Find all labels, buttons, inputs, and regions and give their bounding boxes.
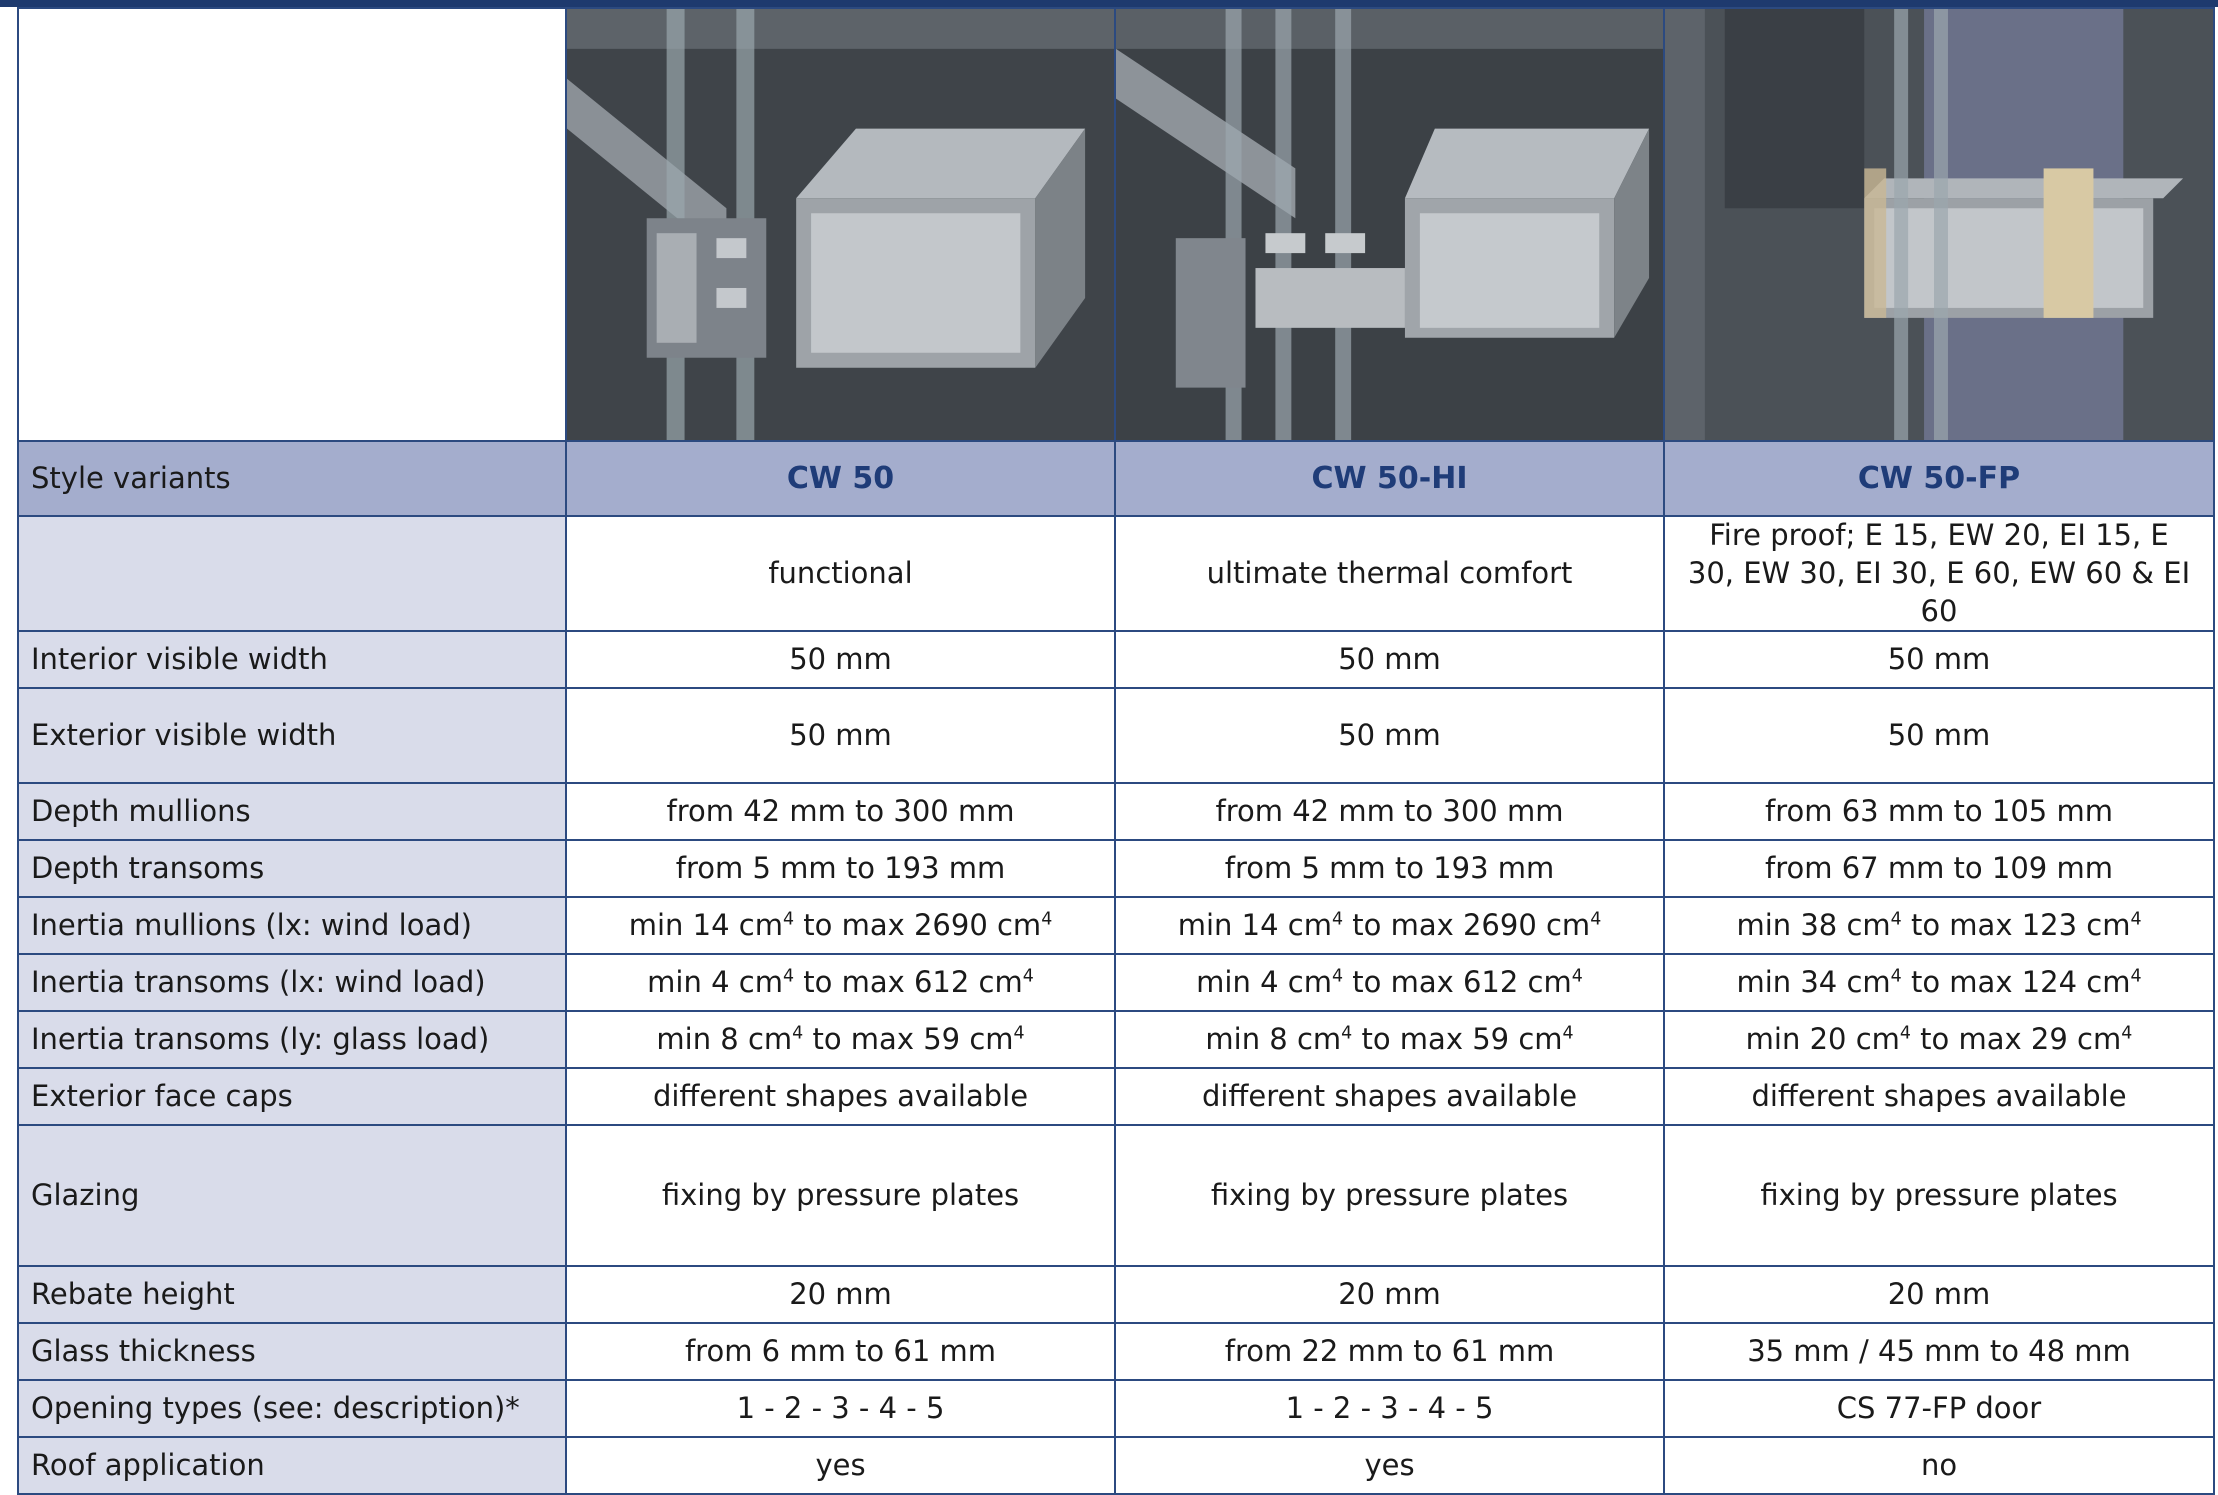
- value-text: min 14 cm: [1177, 908, 1332, 943]
- value-text: min 4 cm: [1196, 965, 1332, 1000]
- superscript: 4: [1571, 966, 1583, 987]
- row-label: Roof application: [18, 1437, 566, 1494]
- row-value: fixing by pressure plates: [1664, 1125, 2214, 1266]
- superscript: 4: [1041, 909, 1053, 930]
- empty-corner-cell: [18, 8, 566, 441]
- superscript: 4: [2121, 1023, 2133, 1044]
- row-value: 50 mm: [566, 688, 1115, 783]
- row-label: Glass thickness: [18, 1323, 566, 1380]
- value-text: to max 124 cm: [1901, 965, 2131, 1000]
- superscript: 4: [1013, 1023, 1025, 1044]
- spec-table: [17, 7, 2215, 1495]
- row-value: yes: [1115, 1437, 1664, 1494]
- profile-cross-section-icon: [567, 9, 1114, 440]
- table-row: [18, 1380, 2214, 1437]
- row-value: 20 mm: [1115, 1266, 1664, 1323]
- row-value: 35 mm / 45 mm to 48 mm: [1664, 1323, 2214, 1380]
- superscript: 4: [782, 909, 795, 930]
- value-text: to max 123 cm: [1901, 908, 2131, 943]
- row-value: CS 77-FP door: [1664, 1380, 2214, 1437]
- row-value: fixing by pressure plates: [1115, 1125, 1664, 1266]
- superscript: 4: [1341, 1023, 1353, 1044]
- row-value: [1664, 1011, 2214, 1068]
- table-row: [18, 1125, 2214, 1266]
- table-row: [18, 688, 2214, 783]
- table-row: [18, 954, 2214, 1011]
- row-label: Rebate height: [18, 1266, 566, 1323]
- row-value: [1664, 897, 2214, 954]
- row-value: from 5 mm to 193 mm: [1115, 840, 1664, 897]
- superscript: 4: [1331, 909, 1344, 930]
- table-row: [18, 631, 2214, 688]
- row-value: from 63 mm to 105 mm: [1664, 783, 2214, 840]
- superscript: 4: [1022, 966, 1034, 987]
- row-value: 50 mm: [1664, 631, 2214, 688]
- row-value: 50 mm: [566, 631, 1115, 688]
- row-label: Inertia transoms (lx: wind load): [18, 954, 566, 1011]
- row-value: 50 mm: [1664, 688, 2214, 783]
- table-row: [18, 1323, 2214, 1380]
- superscript: 4: [1890, 909, 1902, 930]
- description-cw50: functional: [566, 516, 1115, 631]
- superscript: 4: [792, 1023, 804, 1044]
- row-value: from 6 mm to 61 mm: [566, 1323, 1115, 1380]
- row-label: Inertia mullions (lx: wind load): [18, 897, 566, 954]
- row-label: Depth mullions: [18, 783, 566, 840]
- description-label: [18, 516, 566, 631]
- value-text: to max 612 cm: [794, 965, 1023, 1000]
- row-value: [1664, 954, 2214, 1011]
- table-row: [18, 1266, 2214, 1323]
- superscript: 4: [1562, 1023, 1574, 1044]
- row-value: from 42 mm to 300 mm: [1115, 783, 1664, 840]
- superscript: 4: [1890, 966, 1902, 987]
- style-variants-label: Style variants: [18, 441, 566, 516]
- image-row: [18, 8, 2214, 441]
- row-value: 1 - 2 - 3 - 4 - 5: [566, 1380, 1115, 1437]
- value-text: to max 2690 cm: [1343, 908, 1591, 943]
- row-value: [1115, 897, 1664, 954]
- row-value: [566, 954, 1115, 1011]
- value-text: to max 612 cm: [1343, 965, 1572, 1000]
- table-row: [18, 897, 2214, 954]
- row-value: [1115, 954, 1664, 1011]
- superscript: 4: [1590, 909, 1602, 930]
- value-text: to max 59 cm: [1352, 1022, 1563, 1057]
- row-value: [1115, 1011, 1664, 1068]
- row-value: [566, 1011, 1115, 1068]
- row-label: Opening types (see: description)*: [18, 1380, 566, 1437]
- table-row: [18, 783, 2214, 840]
- variant-cw50-hi: CW 50-HI: [1115, 441, 1664, 516]
- row-value: yes: [566, 1437, 1115, 1494]
- variant-cw50: CW 50: [566, 441, 1115, 516]
- variant-cw50-fp: CW 50-FP: [1664, 441, 2214, 516]
- value-text: min 8 cm: [1205, 1022, 1342, 1057]
- product-image-cw50-hi: [1115, 8, 1664, 441]
- value-text: to max 59 cm: [803, 1022, 1014, 1057]
- row-value: no: [1664, 1437, 2214, 1494]
- table-row: [18, 1011, 2214, 1068]
- row-value: fixing by pressure plates: [566, 1125, 1115, 1266]
- description-row: [18, 516, 2214, 631]
- row-value: 50 mm: [1115, 631, 1664, 688]
- product-image-cw50: [566, 8, 1115, 441]
- style-variants-row: [18, 441, 2214, 516]
- table-row: [18, 840, 2214, 897]
- value-text: min 4 cm: [647, 965, 783, 1000]
- row-label: Glazing: [18, 1125, 566, 1266]
- row-label: Depth transoms: [18, 840, 566, 897]
- superscript: 4: [1899, 1023, 1911, 1044]
- row-label: Exterior visible width: [18, 688, 566, 783]
- value-text: min 38 cm: [1736, 908, 1891, 943]
- value-text: min 8 cm: [656, 1022, 793, 1057]
- row-value: different shapes available: [1664, 1068, 2214, 1125]
- top-bar: [0, 0, 2218, 7]
- product-image-cw50-fp: [1664, 8, 2214, 441]
- row-value: 20 mm: [1664, 1266, 2214, 1323]
- row-value: 1 - 2 - 3 - 4 - 5: [1115, 1380, 1664, 1437]
- row-value: from 42 mm to 300 mm: [566, 783, 1115, 840]
- row-value: different shapes available: [1115, 1068, 1664, 1125]
- row-label: Exterior face caps: [18, 1068, 566, 1125]
- row-value: 20 mm: [566, 1266, 1115, 1323]
- value-text: min 14 cm: [628, 908, 783, 943]
- value-text: min 34 cm: [1736, 965, 1891, 1000]
- row-value: 50 mm: [1115, 688, 1664, 783]
- row-label: Inertia transoms (ly: glass load): [18, 1011, 566, 1068]
- superscript: 4: [2130, 966, 2142, 987]
- superscript: 4: [2130, 909, 2142, 930]
- row-value: from 67 mm to 109 mm: [1664, 840, 2214, 897]
- profile-cross-section-triple-glazing-icon: [1116, 9, 1663, 440]
- profile-cross-section-fire-proof-icon: [1665, 9, 2213, 440]
- table-row: [18, 1437, 2214, 1494]
- superscript: 4: [782, 966, 795, 987]
- row-value: from 22 mm to 61 mm: [1115, 1323, 1664, 1380]
- row-value: from 5 mm to 193 mm: [566, 840, 1115, 897]
- value-text: to max 2690 cm: [794, 908, 1042, 943]
- row-value: [566, 897, 1115, 954]
- value-text: min 20 cm: [1745, 1022, 1900, 1057]
- superscript: 4: [1331, 966, 1344, 987]
- value-text: to max 29 cm: [1910, 1022, 2122, 1057]
- table-row: [18, 1068, 2214, 1125]
- description-cw50-hi: ultimate thermal comfort: [1115, 516, 1664, 631]
- row-label: Interior visible width: [18, 631, 566, 688]
- row-value: different shapes available: [566, 1068, 1115, 1125]
- description-cw50-fp: Fire proof; E 15, EW 20, EI 15, E 30, EW 30, EI 30, E 60, EW 60 & EI 60: [1664, 516, 2214, 631]
